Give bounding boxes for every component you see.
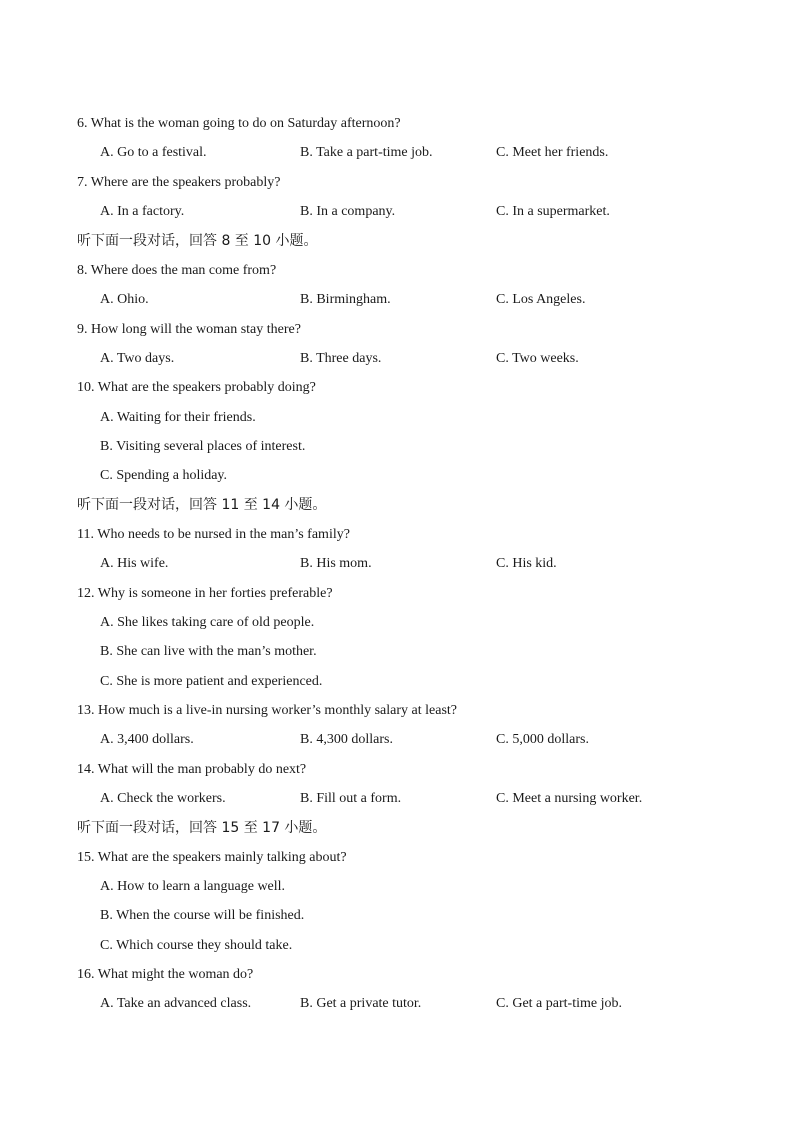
question-text: 11. Who needs to be nursed in the man’s family?	[77, 527, 350, 542]
option-c: C. Two weeks.	[496, 351, 579, 366]
question-text: 12. Why is someone in her forties preferable?	[77, 586, 333, 601]
option-b: B. 4,300 dollars.	[300, 732, 393, 747]
option-b: B. Get a private tutor.	[300, 996, 422, 1011]
option-b: B. In a company.	[300, 204, 396, 219]
option-line	[0, 436, 794, 458]
option-b: B. Three days.	[300, 351, 382, 366]
option-a: A. Waiting for their friends.	[100, 410, 256, 425]
option-line	[0, 407, 794, 429]
question-text: 15. What are the speakers mainly talking about?	[77, 850, 347, 865]
option-c: C. Get a part-time job.	[496, 996, 622, 1011]
option-c: C. In a supermarket.	[496, 204, 610, 219]
question-line	[0, 377, 794, 399]
option-line	[0, 876, 794, 898]
option-a: A. 3,400 dollars.	[100, 732, 194, 747]
option-a: A. Ohio.	[100, 292, 149, 307]
option-a: A. In a factory.	[100, 204, 185, 219]
option-a: A. Two days.	[100, 351, 175, 366]
section-instruction	[0, 494, 794, 516]
option-c: C. Spending a holiday.	[100, 468, 228, 483]
section-instruction	[0, 817, 794, 839]
question-line	[0, 319, 794, 341]
question-line	[0, 847, 794, 869]
question-text: 8. Where does the man come from?	[77, 263, 277, 278]
options-row	[0, 142, 794, 164]
option-c: C. His kid.	[496, 556, 557, 571]
option-line	[0, 671, 794, 693]
question-line	[0, 524, 794, 546]
option-b: B. Birmingham.	[300, 292, 391, 307]
question-text: 6. What is the woman going to do on Saturday afternoon?	[77, 116, 401, 131]
question-line	[0, 759, 794, 781]
option-line	[0, 905, 794, 927]
options-row	[0, 553, 794, 575]
option-b: B. Visiting several places of interest.	[100, 439, 306, 454]
question-text: 10. What are the speakers probably doing?	[77, 380, 316, 395]
option-a: A. Check the workers.	[100, 791, 226, 806]
option-a: A. She likes taking care of old people.	[100, 615, 315, 630]
option-c: C. Meet her friends.	[496, 145, 609, 160]
option-line	[0, 612, 794, 634]
question-line	[0, 172, 794, 194]
option-line	[0, 465, 794, 487]
option-a: A. Take an advanced class.	[100, 996, 252, 1011]
option-b: B. His mom.	[300, 556, 372, 571]
option-c: C. Los Angeles.	[496, 292, 586, 307]
option-line	[0, 935, 794, 957]
question-line	[0, 700, 794, 722]
question-line	[0, 964, 794, 986]
option-b: B. Take a part-time job.	[300, 145, 433, 160]
question-line	[0, 583, 794, 605]
option-b: B. She can live with the man’s mother.	[100, 644, 317, 659]
options-row	[0, 788, 794, 810]
option-a: A. His wife.	[100, 556, 169, 571]
question-line	[0, 113, 794, 135]
section-text: 听下面一段对话，回答 15 至 17 小题。	[77, 820, 327, 836]
option-b: B. When the course will be finished.	[100, 908, 305, 923]
section-text: 听下面一段对话，回答 11 至 14 小题。	[77, 497, 327, 513]
section-instruction	[0, 230, 794, 252]
option-c: C. Which course they should take.	[100, 938, 293, 953]
options-row	[0, 348, 794, 370]
option-a: A. Go to a festival.	[100, 145, 207, 160]
question-text: 14. What will the man probably do next?	[77, 762, 307, 777]
question-text: 16. What might the woman do?	[77, 967, 254, 982]
question-line	[0, 260, 794, 282]
section-text: 听下面一段对话，回答 8 至 10 小题。	[77, 233, 318, 249]
option-line	[0, 641, 794, 663]
option-a: A. How to learn a language well.	[100, 879, 286, 894]
option-b: B. Fill out a form.	[300, 791, 402, 806]
question-text: 9. How long will the woman stay there?	[77, 322, 301, 337]
options-row	[0, 729, 794, 751]
options-row	[0, 289, 794, 311]
options-row	[0, 201, 794, 223]
options-row	[0, 993, 794, 1015]
option-c: C. Meet a nursing worker.	[496, 791, 643, 806]
question-text: 13. How much is a live-in nursing worker’s monthly salary at least?	[77, 703, 457, 718]
option-c: C. 5,000 dollars.	[496, 732, 589, 747]
question-text: 7. Where are the speakers probably?	[77, 175, 281, 190]
option-c: C. She is more patient and experienced.	[100, 674, 323, 689]
